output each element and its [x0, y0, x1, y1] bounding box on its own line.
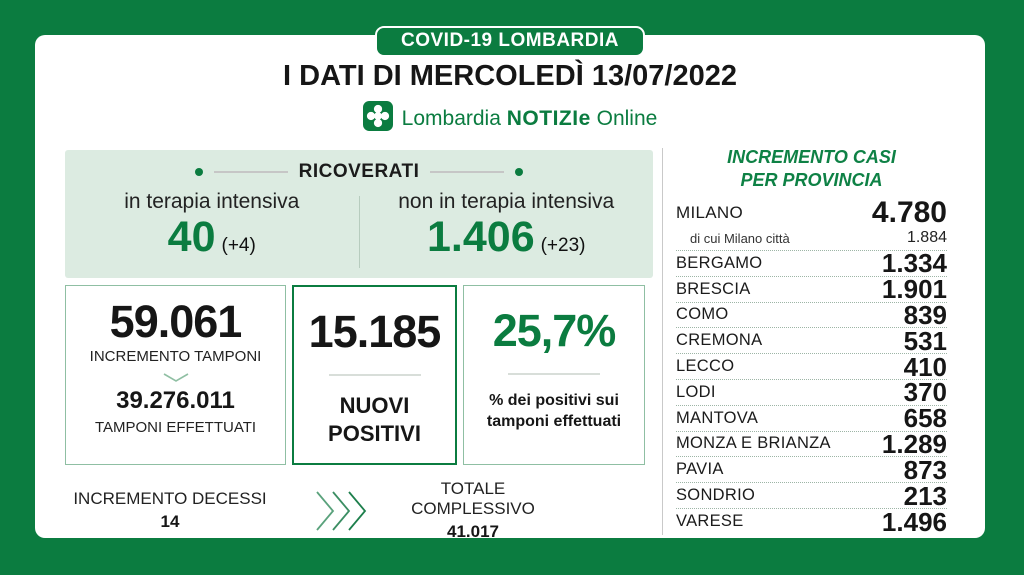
province-row	[676, 274, 947, 305]
nuovi-positivi-value: 15.185	[308, 306, 441, 357]
province-value: 1.496	[881, 506, 947, 537]
percentuale-value: 25,7%	[492, 305, 616, 356]
province-name: COMO	[676, 305, 729, 324]
rosa-camuna-icon	[363, 101, 393, 136]
province-value: 1.901	[881, 274, 947, 305]
ricoverati-panel	[65, 150, 653, 278]
divider-line	[214, 171, 288, 173]
left-column	[65, 150, 653, 542]
province-name: BRESCIA	[676, 279, 751, 298]
terapia-intensiva-stat	[65, 190, 359, 268]
province-panel	[676, 146, 947, 535]
province-name: VARESE	[676, 512, 744, 531]
column-separator	[662, 148, 663, 535]
logo-text	[402, 107, 658, 131]
percentuale-positivi-box	[463, 285, 645, 465]
milano-row	[676, 198, 947, 251]
logo-notizie: NOTIZIe	[506, 106, 591, 130]
stat-delta: (+23)	[540, 235, 586, 256]
province-value: 531	[903, 325, 947, 356]
stat-boxes-row	[65, 285, 653, 465]
bottom-stats-row	[65, 479, 653, 542]
ricoverati-title: RICOVERATI	[298, 161, 420, 182]
covid-lombardia-badge	[375, 26, 645, 57]
logo-lombardia: Lombardia	[401, 106, 501, 130]
province-list	[676, 248, 947, 537]
stat-value: 1.406	[427, 213, 535, 261]
province-row	[676, 454, 947, 485]
tamponi-effettuati-value: 39.276.011	[116, 387, 235, 414]
province-row	[676, 248, 947, 279]
non-terapia-intensiva-stat	[360, 190, 654, 268]
province-name: MONZA E BRIANZA	[676, 434, 831, 453]
incremento-tamponi-value: 59.061	[109, 296, 242, 347]
totale-label: TOTALE COMPLESSIVO	[411, 479, 535, 518]
incremento-tamponi-label: INCREMENTO TAMPONI	[89, 348, 262, 365]
province-row	[676, 325, 947, 356]
province-row	[676, 506, 947, 537]
province-value: 370	[903, 377, 947, 408]
stat-label: non in terapia intensiva	[398, 190, 615, 213]
bullet-dot-icon	[195, 168, 203, 176]
stat-label: in terapia intensiva	[124, 190, 300, 213]
nuovi-positivi-box	[292, 285, 457, 465]
totale-value: 41.017	[447, 522, 499, 541]
title-line-2: PER PROVINCIA	[740, 169, 883, 190]
province-name: PAVIA	[676, 460, 724, 479]
ricoverati-columns	[65, 190, 653, 268]
province-value: 1.289	[881, 428, 947, 459]
province-name: LECCO	[676, 357, 735, 376]
decessi-value: 14	[160, 512, 180, 531]
nuovi-positivi-label: NUOVI POSITIVI	[328, 393, 421, 446]
province-value: 410	[903, 351, 947, 382]
province-value: 213	[903, 480, 947, 511]
province-row	[676, 300, 947, 330]
province-row	[676, 377, 947, 408]
stat-delta: (+4)	[221, 235, 256, 256]
tamponi-box	[65, 285, 286, 465]
logo-online: Online	[596, 106, 658, 130]
province-value: 873	[903, 454, 947, 485]
tamponi-effettuati-label: TAMPONI EFFETTUATI	[94, 419, 257, 436]
province-value: 4.780	[871, 196, 947, 229]
ricoverati-header	[65, 161, 653, 183]
badge-label: COVID-19 LOMBARDIA	[400, 30, 620, 51]
province-value: 839	[903, 300, 947, 330]
province-value: 1.334	[881, 248, 947, 279]
decessi-label: INCREMENTO DECESSI	[73, 489, 267, 508]
province-name: BERGAMO	[676, 253, 763, 272]
province-value: 658	[903, 403, 947, 434]
percentuale-label: % dei positivi sui tamponi effettuati	[486, 392, 622, 430]
province-name: MILANO	[676, 203, 743, 222]
divider-line	[430, 171, 504, 173]
province-name: MANTOVA	[676, 408, 759, 427]
content-area	[35, 30, 985, 541]
province-row	[676, 428, 947, 459]
province-row	[676, 351, 947, 382]
province-panel-title	[676, 146, 947, 191]
lombardia-notizie-logo	[35, 101, 985, 136]
province-row	[676, 480, 947, 511]
province-name: LODI	[676, 382, 716, 401]
province-name: SONDRIO	[676, 486, 756, 505]
stat-value: 40	[167, 213, 216, 261]
page-title: I DATI DI MERCOLEDÌ 13/07/2022	[283, 60, 737, 92]
chevron-down-icon	[163, 373, 189, 383]
province-name: CREMONA	[676, 331, 763, 350]
triple-chevron-icon	[315, 490, 373, 532]
divider-line	[329, 374, 421, 376]
divider-line	[508, 373, 600, 375]
incremento-decessi-stat	[65, 489, 275, 532]
subrow-label: di cui Milano città	[690, 230, 790, 246]
title-line-1: INCREMENTO CASI	[727, 147, 896, 167]
totale-complessivo-stat	[393, 479, 553, 542]
province-row	[676, 403, 947, 434]
bullet-dot-icon	[515, 168, 523, 176]
subrow-value: 1.884	[906, 229, 947, 246]
